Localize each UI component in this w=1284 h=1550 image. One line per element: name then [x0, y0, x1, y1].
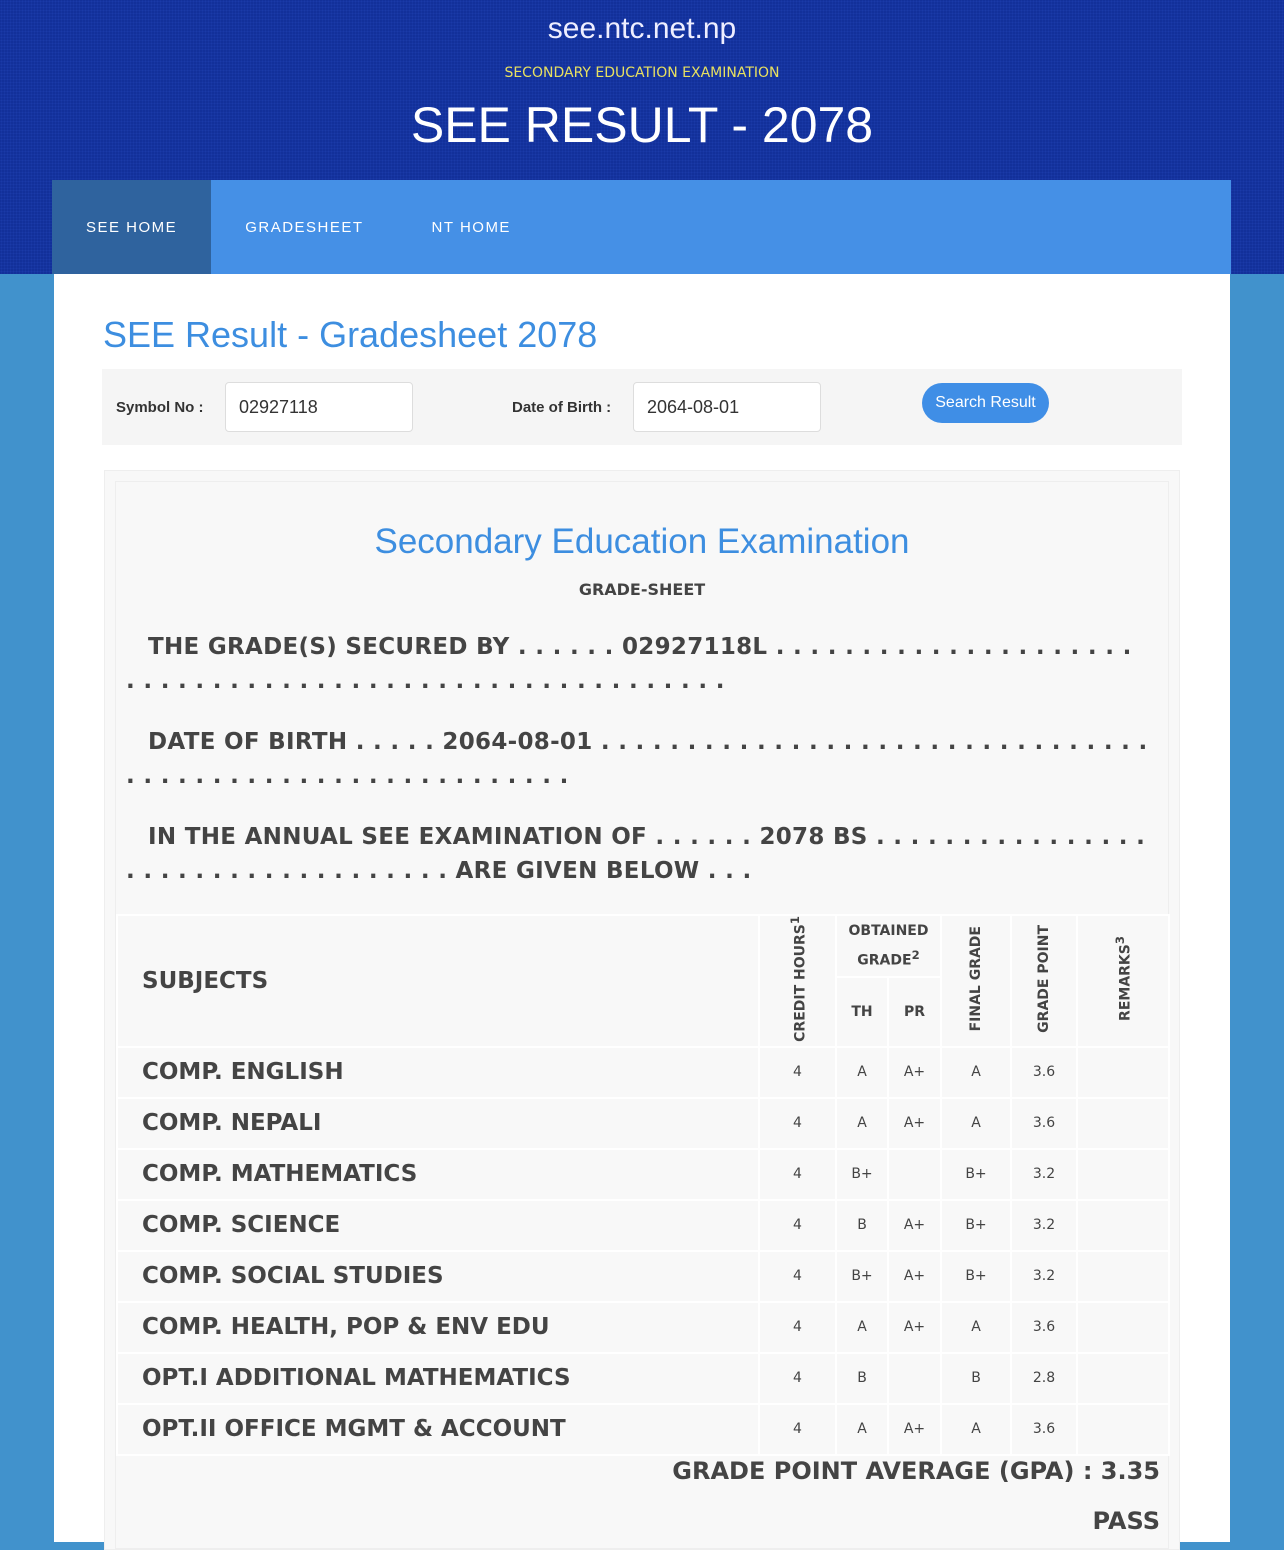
- secured-by-line: THE GRADE(S) SECURED BY . . . . . . 02927118L . . . . . . . . . . . . . . . . . . . . . . . . . . . . . . . . . . . . . . . . . . . . . . . . . . . . . . . .: [126, 634, 1132, 694]
- cell-remarks: [1077, 1098, 1169, 1149]
- site-domain: see.ntc.net.np: [547, 12, 737, 45]
- cell-final: B+: [941, 1251, 1011, 1302]
- cell-subject: COMP. SOCIAL STUDIES: [117, 1251, 759, 1302]
- header-remarks: REMARKS$^3$: [1077, 915, 1169, 1047]
- main-nav: [52, 180, 1231, 274]
- cell-credit: 4: [759, 1200, 836, 1251]
- cell-remarks: [1077, 1047, 1169, 1098]
- cell-subject: COMP. MATHEMATICS: [117, 1149, 759, 1200]
- table-row: [117, 1404, 1169, 1455]
- cell-remarks: [1077, 1200, 1169, 1251]
- cell-final: A: [941, 1404, 1011, 1455]
- cell-subject: COMP. SCIENCE: [117, 1200, 759, 1251]
- nav-gradesheet[interactable]: GRADESHEET: [245, 218, 364, 236]
- cell-gp: 3.6: [1011, 1404, 1077, 1455]
- cell-remarks: [1077, 1353, 1169, 1404]
- cell-gp: 3.2: [1011, 1200, 1077, 1251]
- cell-gp: 3.6: [1011, 1047, 1077, 1098]
- gradesheet: [104, 470, 1180, 1550]
- cell-remarks: [1077, 1302, 1169, 1353]
- cell-credit: 4: [759, 1302, 836, 1353]
- cell-th: B: [836, 1353, 888, 1404]
- cell-pr: A+: [888, 1302, 941, 1353]
- cell-subject: COMP. ENGLISH: [117, 1047, 759, 1098]
- cell-credit: 4: [759, 1353, 836, 1404]
- cell-gp: 3.6: [1011, 1098, 1077, 1149]
- cell-final: A: [941, 1302, 1011, 1353]
- dob-label: Date of Birth :: [512, 399, 612, 416]
- gradesheet-title: Secondary Education Examination: [374, 522, 910, 561]
- header-grade-point: GRADE POINT: [1011, 915, 1077, 1047]
- table-header-row: [117, 915, 1169, 977]
- cell-final: B+: [941, 1149, 1011, 1200]
- cell-subject: OPT.I ADDITIONAL MATHEMATICS: [117, 1353, 759, 1404]
- header-subtitle: SECONDARY EDUCATION EXAMINATION: [504, 65, 780, 81]
- cell-th: B: [836, 1200, 888, 1251]
- cell-remarks: [1077, 1404, 1169, 1455]
- cell-subject: OPT.II OFFICE MGMT & ACCOUNT: [117, 1404, 759, 1455]
- cell-th: B+: [836, 1149, 888, 1200]
- cell-pr: A+: [888, 1251, 941, 1302]
- exam-line: IN THE ANNUAL SEE EXAMINATION OF . . . . . . 2078 BS . . . . . . . . . . . . . . . . . . . . . . . . . . . . . . . . . . . ARE GIVEN BELOW . . .: [126, 824, 1146, 884]
- site-header: [0, 0, 1284, 274]
- header-subjects: SUBJECTS: [117, 915, 759, 1047]
- nav-nt-home[interactable]: NT HOME: [431, 218, 511, 236]
- nav-see-home[interactable]: SEE HOME: [52, 180, 211, 274]
- symbol-input[interactable]: [225, 382, 413, 432]
- search-result-button[interactable]: Search Result: [922, 383, 1049, 423]
- cell-pr: [888, 1353, 941, 1404]
- gradesheet-subtitle: GRADE-SHEET: [578, 580, 706, 599]
- cell-remarks: [1077, 1149, 1169, 1200]
- header-obtained-grade: OBTAINED GRADE$^2$: [836, 915, 941, 977]
- cell-pr: A+: [888, 1404, 941, 1455]
- cell-th: A: [836, 1098, 888, 1149]
- cell-final: A: [941, 1098, 1011, 1149]
- table-row: [117, 1251, 1169, 1302]
- header-pr: PR: [888, 977, 941, 1047]
- cell-pr: [888, 1149, 941, 1200]
- cell-final: B+: [941, 1200, 1011, 1251]
- cell-gp: 2.8: [1011, 1353, 1077, 1404]
- header-th: TH: [836, 977, 888, 1047]
- table-row: [117, 1098, 1169, 1149]
- cell-remarks: [1077, 1251, 1169, 1302]
- cell-credit: 4: [759, 1047, 836, 1098]
- cell-pr: A+: [888, 1200, 941, 1251]
- cell-credit: 4: [759, 1251, 836, 1302]
- cell-th: A: [836, 1404, 888, 1455]
- cell-th: B+: [836, 1251, 888, 1302]
- header-title: SEE RESULT - 2078: [410, 97, 874, 153]
- table-row: [117, 1353, 1169, 1404]
- content-panel: [54, 274, 1230, 1542]
- table-row: [117, 1149, 1169, 1200]
- cell-pr: A+: [888, 1098, 941, 1149]
- cell-th: A: [836, 1302, 888, 1353]
- page-title: SEE Result - Gradesheet 2078: [103, 314, 598, 355]
- cell-subject: COMP. HEALTH, POP & ENV EDU: [117, 1302, 759, 1353]
- cell-final: B: [941, 1353, 1011, 1404]
- cell-credit: 4: [759, 1098, 836, 1149]
- cell-gp: 3.6: [1011, 1302, 1077, 1353]
- result-status: PASS: [1092, 1507, 1160, 1535]
- table-row: [117, 1047, 1169, 1098]
- search-form: [102, 369, 1182, 445]
- table-row: [117, 1200, 1169, 1251]
- header-credit-hours: CREDIT HOURS$^1$: [759, 915, 836, 1047]
- cell-gp: 3.2: [1011, 1251, 1077, 1302]
- cell-credit: 4: [759, 1149, 836, 1200]
- cell-th: A: [836, 1047, 888, 1098]
- dob-line: DATE OF BIRTH . . . . . 2064-08-01 . . . . . . . . . . . . . . . . . . . . . . . . . . . . . . . . . . . . . . . . . . . . . . . . . . . . . . . . . .: [126, 729, 1148, 789]
- cell-pr: A+: [888, 1047, 941, 1098]
- gpa: GRADE POINT AVERAGE (GPA) : 3.35: [672, 1457, 1160, 1485]
- dob-input[interactable]: [633, 382, 821, 432]
- cell-subject: COMP. NEPALI: [117, 1098, 759, 1149]
- cell-gp: 3.2: [1011, 1149, 1077, 1200]
- grades-table: [116, 914, 1170, 1456]
- cell-final: A: [941, 1047, 1011, 1098]
- cell-credit: 4: [759, 1404, 836, 1455]
- symbol-label: Symbol No :: [116, 399, 204, 416]
- table-row: [117, 1302, 1169, 1353]
- header-final-grade: FINAL GRADE: [941, 915, 1011, 1047]
